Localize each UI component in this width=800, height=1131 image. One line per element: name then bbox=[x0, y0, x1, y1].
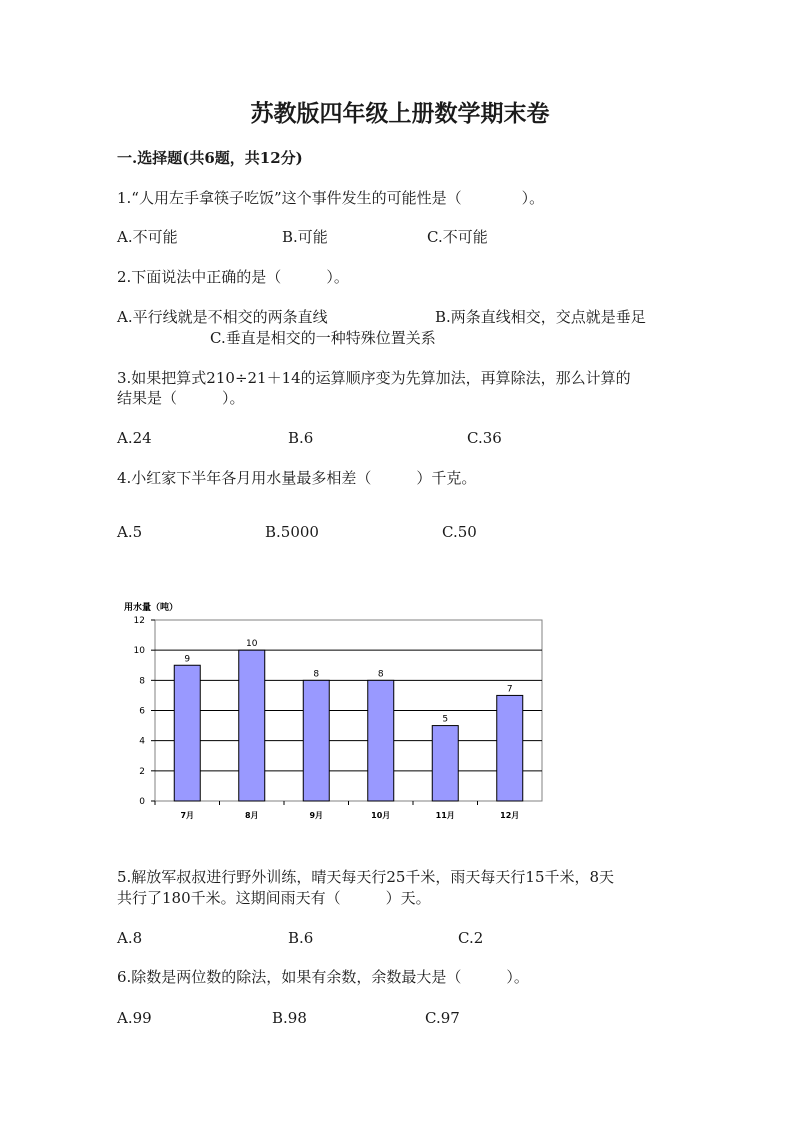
bar-value-label: 8 bbox=[377, 669, 384, 680]
question-4-option-b: B.5000 bbox=[265, 523, 319, 541]
x-tick-label: 11月 bbox=[435, 811, 455, 820]
y-tick-label: 2 bbox=[139, 766, 145, 777]
question-1-option-b: B.可能 bbox=[282, 228, 328, 246]
question-2-option-b: B.两条直线相交，交点就是垂足 bbox=[435, 308, 646, 326]
question-3-option-c: C.36 bbox=[467, 429, 502, 447]
y-tick-label: 8 bbox=[139, 676, 145, 687]
question-3-option-b: B.6 bbox=[288, 429, 314, 447]
x-tick-label: 9月 bbox=[309, 811, 324, 820]
bar bbox=[497, 695, 523, 801]
question-4-stem: 4.小红家下半年各月用水量最多相差（ ）千克。 bbox=[117, 469, 477, 487]
y-axis-label: 用水量（吨） bbox=[124, 603, 179, 613]
question-3-stem-line1: 3.如果把算式210÷21＋14的运算顺序变为先算加法，再算除法，那么计算的 bbox=[117, 369, 631, 387]
question-5-option-a: A.8 bbox=[117, 929, 143, 947]
section-heading: 一.选择题(共6题，共12分) bbox=[117, 149, 303, 167]
bar-value-label: 9 bbox=[184, 654, 191, 665]
y-tick-label: 6 bbox=[139, 706, 145, 717]
question-4-option-c: C.50 bbox=[442, 523, 477, 541]
question-3-stem-line2: 结果是（ ）。 bbox=[117, 389, 245, 407]
question-2-stem: 2.下面说法中正确的是（ ）。 bbox=[117, 268, 349, 286]
question-2-option-c: C.垂直是相交的一种特殊位置关系 bbox=[210, 329, 436, 347]
question-6-option-c: C.97 bbox=[425, 1009, 460, 1027]
bar bbox=[432, 726, 458, 801]
question-6-stem: 6.除数是两位数的除法，如果有余数，余数最大是（ ）。 bbox=[117, 968, 529, 986]
question-1-stem: 1.“人用左手拿筷子吃饭”这个事件发生的可能性是（ ）。 bbox=[117, 189, 545, 207]
y-tick-label: 12 bbox=[133, 616, 145, 626]
water-usage-bar-chart bbox=[110, 598, 560, 823]
question-1-option-c: C.不可能 bbox=[427, 228, 488, 246]
x-tick-label: 7月 bbox=[180, 811, 195, 820]
question-5-option-b: B.6 bbox=[288, 929, 314, 947]
y-tick-label: 10 bbox=[133, 646, 145, 657]
bar bbox=[174, 665, 200, 801]
y-tick-label: 0 bbox=[139, 797, 145, 807]
bar bbox=[239, 650, 265, 801]
x-tick-label: 8月 bbox=[244, 811, 259, 820]
bar-value-label: 10 bbox=[246, 639, 258, 650]
question-5-stem-line1: 5.解放军叔叔进行野外训练，晴天每天行25千米，雨天每天行15千米，8天 bbox=[117, 868, 615, 886]
question-5-option-c: C.2 bbox=[458, 929, 484, 947]
question-5-stem-line2: 共行了180千米。这期间雨天有（ ）天。 bbox=[117, 889, 431, 907]
bar bbox=[368, 680, 394, 801]
bar-value-label: 7 bbox=[506, 684, 513, 695]
bar-value-label: 8 bbox=[313, 669, 320, 680]
bar bbox=[303, 680, 329, 801]
question-2-option-a: A.平行线就是不相交的两条直线 bbox=[117, 308, 328, 326]
x-tick-label: 10月 bbox=[371, 811, 391, 820]
bar-value-label: 5 bbox=[442, 714, 449, 725]
page-title: 苏教版四年级上册数学期末卷 bbox=[250, 100, 550, 127]
y-tick-label: 4 bbox=[139, 736, 145, 747]
question-4-option-a: A.5 bbox=[117, 523, 143, 541]
question-6-option-b: B.98 bbox=[272, 1009, 307, 1027]
x-tick-label: 12月 bbox=[500, 811, 520, 820]
question-3-option-a: A.24 bbox=[117, 429, 152, 447]
question-1-option-a: A.不可能 bbox=[117, 228, 178, 246]
question-6-option-a: A.99 bbox=[117, 1009, 152, 1027]
